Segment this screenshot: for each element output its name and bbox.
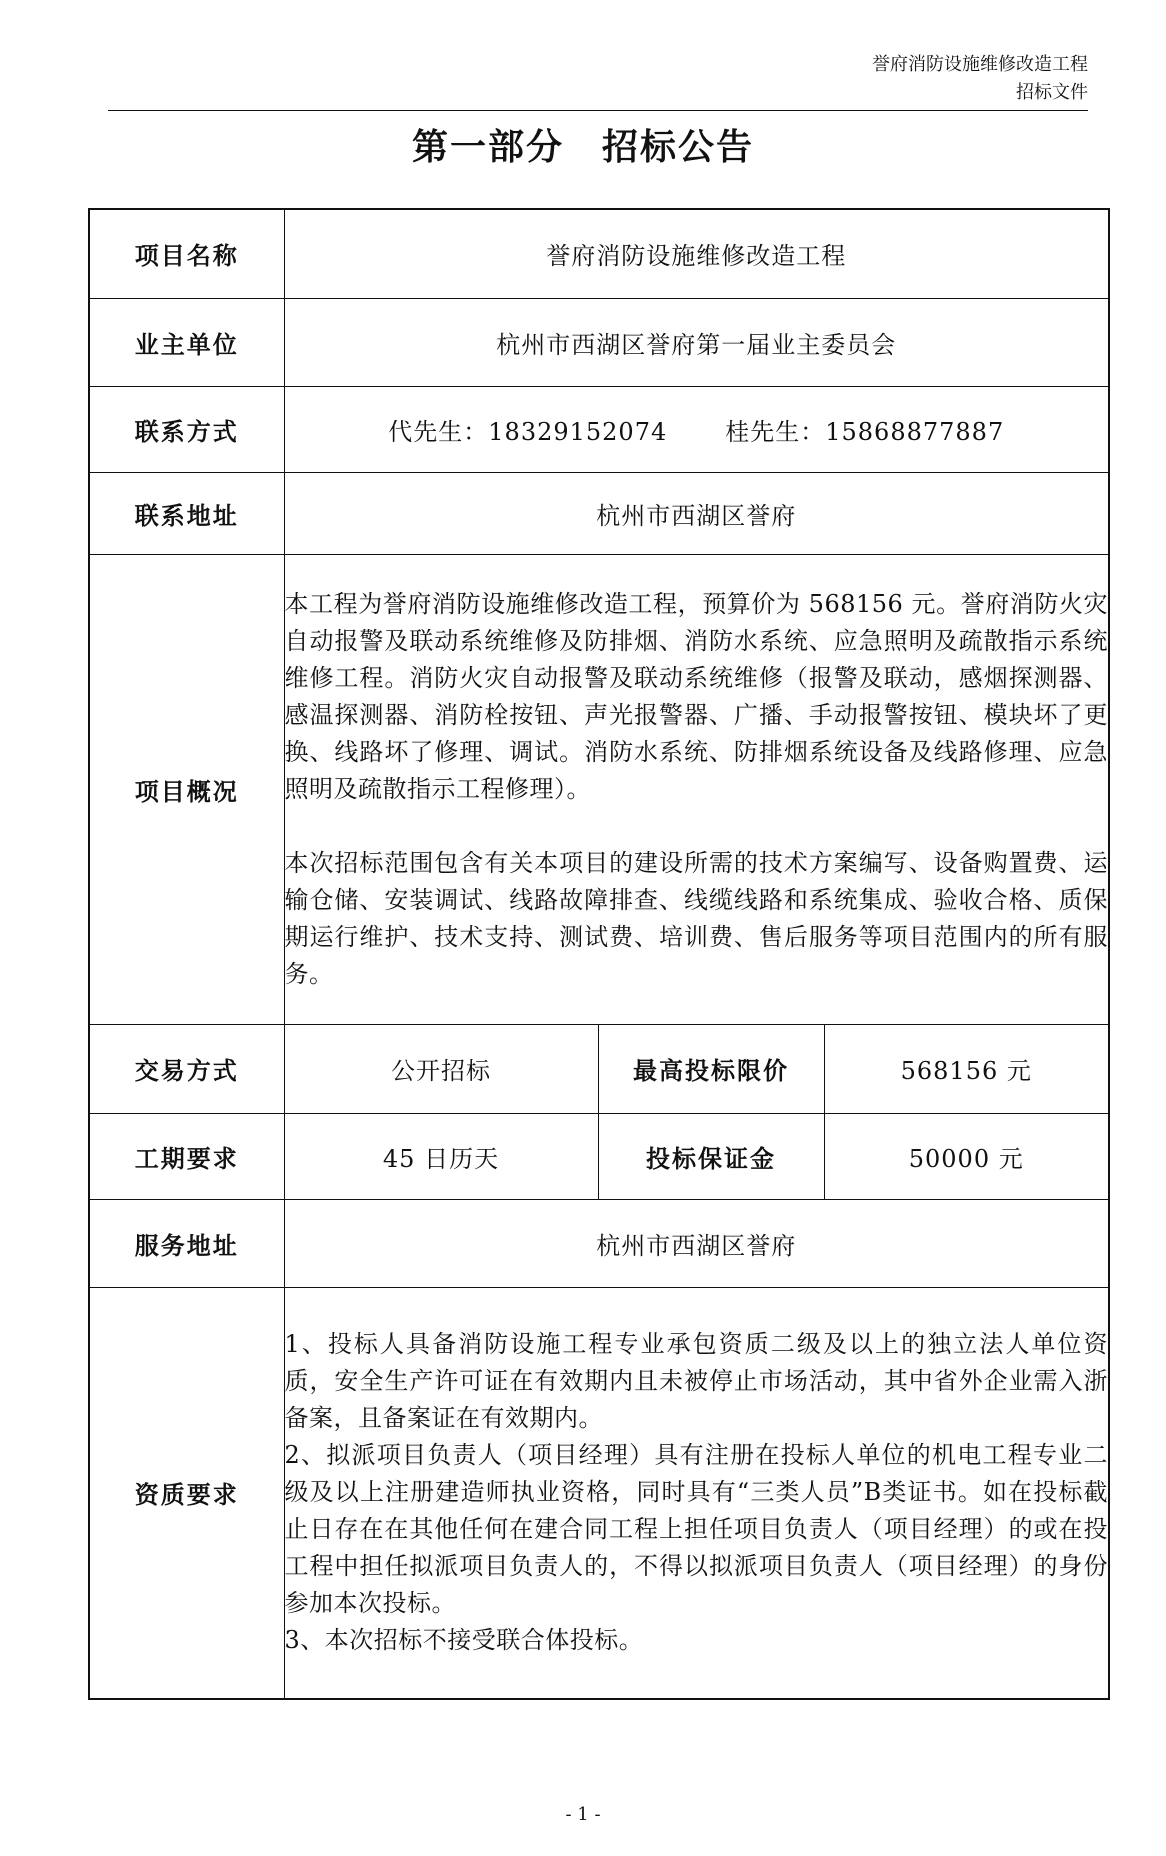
bid-limit-value: 568156 元 — [824, 1024, 1109, 1113]
header-project-title: 誉府消防设施维修改造工程 — [872, 54, 1088, 75]
address-value: 杭州市西湖区誉府 — [284, 472, 1109, 554]
overview-label: 项目概况 — [89, 554, 284, 1024]
contact-value — [284, 386, 1109, 472]
deposit-value: 50000 元 — [824, 1113, 1109, 1199]
contact-person-2: 桂先生：15868877887 — [725, 417, 1005, 446]
period-value: 45 日历天 — [284, 1113, 598, 1199]
service-address-label: 服务地址 — [89, 1199, 284, 1287]
table-row — [89, 298, 1109, 386]
table-row — [89, 1199, 1109, 1287]
table-row — [89, 554, 1109, 1024]
page-title — [0, 120, 1166, 176]
table-row — [89, 1113, 1109, 1199]
address-label: 联系地址 — [89, 472, 284, 554]
overview-paragraph-1: 本工程为誉府消防设施维修改造工程，预算价为 568156 元。誉府消防火灾自动报警及联动系统维修及防排烟、消防水系统、应急照明及疏散指示系统维修工程。消防火灾自动报警及联动系统维修（报警及联动，感烟探测器、感温探测器、消防栓按钮、声光报警器、广播、手动报警按钮、模块坏了更换、线路坏了修理、调试。消防水系统、防排烟系统设备及线路修理、应急照明及疏散指示工程修理）。 — [284, 589, 1108, 803]
qualification-content — [284, 1287, 1109, 1699]
header-document-type: 招标文件 — [1016, 82, 1088, 103]
header-divider — [108, 110, 1088, 111]
table-row — [89, 472, 1109, 554]
period-label: 工期要求 — [89, 1113, 284, 1199]
table-row — [89, 386, 1109, 472]
deposit-label: 投标保证金 — [598, 1113, 824, 1199]
contact-label: 联系方式 — [89, 386, 284, 472]
overview-paragraph-2: 本次招标范围包含有关本项目的建设所需的技术方案编写、设备购置费、运输仓储、安装调试、线路故障排查、线缆线路和系统集成、验收合格、质保期运行维护、技术支持、测试费、培训费、售后服务等项目范围内的所有服务。 — [284, 848, 1108, 988]
owner-value: 杭州市西湖区誉府第一届业主委员会 — [284, 298, 1109, 386]
title-name: 招标公告 — [602, 127, 755, 168]
title-part: 第一部分 — [411, 127, 564, 168]
qualification-item-2: 2、拟派项目负责人（项目经理）具有注册在投标人单位的机电工程专业二级及以上注册建造师执业资格，同时具有“三类人员”B类证书。如在投标截止日存在在其他任何在建合同工程上担任项目负责人（项目经理）的或在投工程中担任拟派项目负责人的，不得以拟派项目负责人（项目经理）的身份参加本次投标。 — [284, 1441, 1108, 1618]
qualification-label: 资质要求 — [89, 1287, 284, 1699]
project-name-value: 誉府消防设施维修改造工程 — [284, 209, 1109, 298]
service-address-value: 杭州市西湖区誉府 — [284, 1199, 1109, 1287]
contact-person-1: 代先生：18329152074 — [388, 417, 668, 446]
trade-label: 交易方式 — [89, 1024, 284, 1113]
table-row — [89, 1287, 1109, 1699]
trade-value: 公开招标 — [284, 1024, 598, 1113]
tender-info-table — [88, 208, 1110, 1700]
page-number: - 1 - — [565, 1804, 601, 1825]
overview-content — [284, 554, 1109, 1024]
owner-label: 业主单位 — [89, 298, 284, 386]
bid-limit-label: 最高投标限价 — [598, 1024, 824, 1113]
table-row — [89, 209, 1109, 298]
project-name-label: 项目名称 — [89, 209, 284, 298]
table-row — [89, 1024, 1109, 1113]
qualification-item-3: 3、本次招标不接受联合体投标。 — [284, 1626, 644, 1655]
qualification-item-1: 1、投标人具备消防设施工程专业承包资质二级及以上的独立法人单位资质，安全生产许可证在有效期内且未被停止市场活动，其中省外企业需入浙备案，且备案证在有效期内。 — [284, 1330, 1108, 1433]
